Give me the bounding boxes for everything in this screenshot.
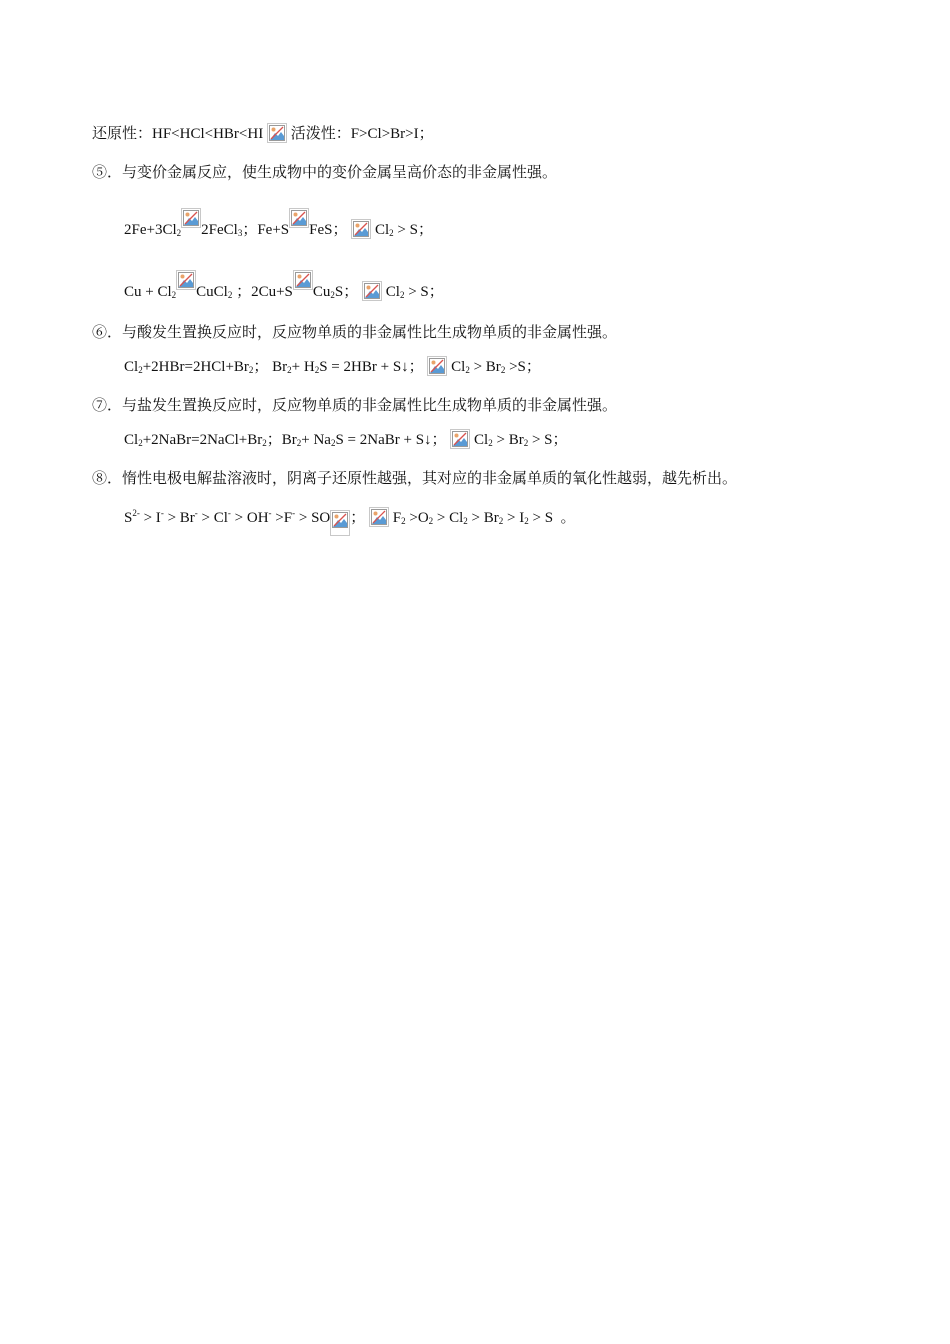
eq-text: + H — [291, 359, 315, 375]
eq-text: Cu — [312, 284, 331, 300]
eq-text: > S； — [393, 222, 433, 238]
eq-text: >O — [405, 510, 429, 526]
eq-text: 2FeCl — [201, 222, 238, 238]
eq-text: Cl — [371, 222, 390, 238]
eq-text: CuCl — [196, 284, 228, 300]
eq-text: Cl — [124, 359, 139, 375]
eq-sub: 2 — [330, 438, 336, 448]
eq-text: > Cl — [197, 510, 228, 526]
broken-image-icon — [181, 208, 201, 228]
eq-sup: - — [292, 508, 296, 518]
eq-sub: 2 — [248, 365, 254, 375]
item8-heading: ⑧．惰性电极电解盐溶液时，阴离子还原性越强，其对应的非金属单质的氧化性越弱，越先析出。 — [92, 471, 738, 487]
eq-sub: 3 — [237, 228, 243, 238]
broken-image-icon — [289, 208, 309, 228]
eq-text: >F — [271, 510, 293, 526]
eq-sub: 2 — [428, 516, 434, 526]
eq-text: +2NaBr=2NaCl+Br — [142, 432, 263, 448]
eq-sup: - — [268, 508, 272, 518]
item7-heading: ⑦．与盐发生置换反应时，反应物单质的非金属性比生成物单质的非金属性强。 — [92, 398, 618, 414]
eq-text: > S； — [404, 284, 444, 300]
activity-text: 活泼性：F>Cl>Br>I； — [286, 126, 434, 142]
eq-text: > Cl — [433, 510, 464, 526]
eq-sub: 2 — [287, 365, 292, 375]
eq-sub: 2 — [465, 365, 470, 375]
eq-sub: 2 — [399, 290, 405, 300]
eq-text: Cl — [470, 432, 489, 448]
eq-sup: - — [227, 508, 231, 518]
reducibility-text: 还原性：HF<HCl<HBr<HI — [92, 126, 267, 142]
eq-sub: 2 — [401, 516, 406, 526]
eq-text: + Na — [301, 432, 331, 448]
eq-sub: 2 — [138, 438, 143, 448]
eq-sub: 2 — [498, 516, 504, 526]
item7-equation — [124, 429, 568, 450]
item8-equation — [124, 507, 576, 536]
eq-sub: 2 — [463, 516, 468, 526]
eq-text: S； — [334, 284, 359, 300]
eq-text: Cl — [124, 432, 139, 448]
broken-image-icon — [450, 429, 470, 449]
eq-text: > S； — [528, 432, 568, 448]
eq-text: > Br — [492, 432, 524, 448]
eq-sub: 2 — [176, 228, 182, 238]
eq-sup: - — [194, 508, 198, 518]
item5-equation-1 — [124, 208, 433, 240]
eq-text: S — [124, 510, 133, 526]
broken-image-icon — [267, 123, 287, 143]
eq-text: > SO — [295, 510, 331, 526]
eq-sub: 2 — [262, 438, 267, 448]
eq-text: ；Br — [266, 432, 297, 448]
eq-sub: 2 — [523, 438, 529, 448]
eq-sub: 2 — [524, 516, 529, 526]
eq-text: ；2Cu+S — [232, 284, 293, 300]
eq-text: ；Fe+S — [242, 222, 290, 238]
eq-sup: - — [160, 508, 164, 518]
eq-text: > I — [139, 510, 161, 526]
eq-sub: 2 — [330, 290, 335, 300]
reducibility-line — [92, 123, 434, 144]
eq-text: Cu + Cl — [124, 284, 172, 300]
item5-equation-2 — [124, 270, 444, 302]
eq-text: ； Br — [253, 359, 288, 375]
eq-text: ； — [350, 510, 366, 526]
eq-text: >S； — [505, 359, 541, 375]
eq-text: S = 2HBr + S↓； — [319, 359, 424, 375]
eq-sup: 2- — [132, 508, 140, 518]
eq-text: > Br — [467, 510, 499, 526]
eq-text: > I — [503, 510, 525, 526]
broken-image-icon — [427, 356, 447, 376]
eq-sub: 2 — [389, 228, 394, 238]
eq-text: +2HBr=2HCl+Br — [142, 359, 249, 375]
eq-sub: 2 — [138, 365, 143, 375]
eq-sub: 2 — [171, 290, 177, 300]
eq-sub: 2 — [296, 438, 302, 448]
eq-text: Cl — [382, 284, 400, 300]
eq-sub: 2 — [488, 438, 493, 448]
eq-text: FeS； — [309, 222, 348, 238]
eq-text: 2Fe+3Cl — [124, 222, 177, 238]
eq-text: > S 。 — [528, 510, 576, 526]
broken-image-icon — [351, 219, 371, 239]
eq-text: > OH — [230, 510, 269, 526]
eq-text: > Br — [469, 359, 501, 375]
broken-image-icon — [362, 281, 382, 301]
broken-image-icon — [330, 510, 350, 536]
eq-sub: 2 — [314, 365, 320, 375]
item5-heading: ⑤．与变价金属反应，使生成物中的变价金属呈高价态的非金属性强。 — [92, 165, 558, 181]
eq-sub: 2 — [500, 365, 506, 375]
broken-image-icon — [369, 507, 389, 527]
item6-equation — [124, 356, 541, 377]
eq-text: > Br — [163, 510, 195, 526]
eq-text: F — [389, 510, 402, 526]
broken-image-icon — [293, 270, 313, 290]
item6-heading: ⑥．与酸发生置换反应时，反应物单质的非金属性比生成物单质的非金属性强。 — [92, 325, 618, 341]
eq-text: Cl — [447, 359, 466, 375]
broken-image-icon — [176, 270, 196, 290]
eq-text: S = 2NaBr + S↓； — [335, 432, 447, 448]
eq-sub: 2 — [227, 290, 233, 300]
